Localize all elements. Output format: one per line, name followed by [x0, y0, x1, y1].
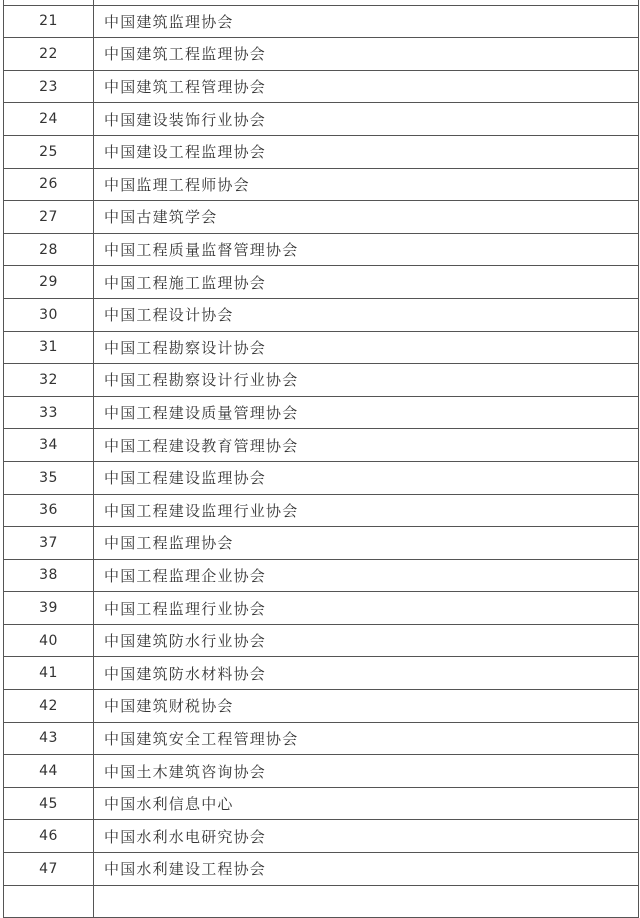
table-row	[4, 169, 638, 202]
organization-name: 中国水利建设工程协会	[104, 860, 267, 879]
table-row	[4, 103, 638, 136]
table-row	[4, 527, 638, 560]
row-number: 39	[4, 592, 94, 624]
organization-name: 中国建设装饰行业协会	[104, 110, 267, 129]
row-number: 24	[4, 103, 94, 135]
organization-name: 中国建筑防水材料协会	[104, 664, 267, 683]
organization-name: 中国工程监理行业协会	[104, 599, 267, 618]
row-number: 23	[4, 71, 94, 103]
organization-name: 中国建筑防水行业协会	[104, 632, 267, 651]
table-row	[4, 723, 638, 756]
row-number: 34	[4, 429, 94, 461]
organization-name	[94, 0, 638, 5]
table-row	[4, 788, 638, 821]
table-row	[4, 266, 638, 299]
table-row	[4, 71, 638, 104]
organization-name: 中国建筑财税协会	[104, 697, 234, 716]
row-number: 35	[4, 462, 94, 494]
row-number: 44	[4, 755, 94, 787]
organization-name: 中国工程设计协会	[104, 306, 234, 325]
row-number: 26	[4, 169, 94, 201]
row-number: 40	[4, 625, 94, 657]
row-number: 43	[4, 723, 94, 755]
row-number: 28	[4, 234, 94, 266]
organization-name: 中国工程建设质量管理协会	[104, 404, 299, 423]
table-row	[4, 853, 638, 886]
row-number: 30	[4, 299, 94, 331]
table-row	[4, 364, 638, 397]
table-row	[4, 657, 638, 690]
organization-name: 中国工程监理企业协会	[104, 566, 267, 585]
row-number: 42	[4, 690, 94, 722]
organization-name: 中国建设工程监理协会	[104, 143, 267, 162]
table-row	[4, 886, 638, 918]
organization-name: 中国工程质量监督管理协会	[104, 241, 299, 260]
table-row	[4, 690, 638, 723]
table-row	[4, 332, 638, 365]
organization-name: 中国工程建设监理行业协会	[104, 501, 299, 520]
row-number: 36	[4, 495, 94, 527]
organization-name: 中国古建筑学会	[104, 208, 218, 227]
table-row	[4, 201, 638, 234]
organization-name: 中国工程建设教育管理协会	[104, 436, 299, 455]
table-row	[4, 755, 638, 788]
row-number: 33	[4, 397, 94, 429]
organization-name: 中国建筑监理协会	[104, 12, 234, 31]
row-number	[4, 886, 94, 918]
table-row	[4, 820, 638, 853]
row-number: 22	[4, 38, 94, 70]
organization-name: 中国工程勘察设计行业协会	[104, 371, 299, 390]
row-number: 27	[4, 201, 94, 233]
row-number	[4, 0, 94, 5]
organization-name: 中国建筑工程监理协会	[104, 45, 267, 64]
organization-name: 中国建筑工程管理协会	[104, 78, 267, 97]
table-row	[4, 495, 638, 528]
organization-name	[94, 886, 638, 918]
row-number: 25	[4, 136, 94, 168]
organization-name: 中国工程建设监理协会	[104, 469, 267, 488]
organization-name: 中国工程施工监理协会	[104, 273, 267, 292]
row-number: 38	[4, 560, 94, 592]
row-number: 31	[4, 332, 94, 364]
organization-name: 中国监理工程师协会	[104, 175, 250, 194]
organization-table	[3, 0, 639, 918]
organization-name: 中国水利水电研究协会	[104, 827, 267, 846]
table-row	[4, 429, 638, 462]
row-number: 46	[4, 820, 94, 852]
row-number: 29	[4, 266, 94, 298]
table-row	[4, 136, 638, 169]
table-row	[4, 592, 638, 625]
row-number: 32	[4, 364, 94, 396]
row-number: 45	[4, 788, 94, 820]
table-row	[4, 299, 638, 332]
table-row	[4, 234, 638, 267]
row-number: 21	[4, 6, 94, 38]
organization-name: 中国水利信息中心	[104, 795, 234, 814]
table-row	[4, 397, 638, 430]
organization-name: 中国建筑安全工程管理协会	[104, 729, 299, 748]
organization-name: 中国工程监理协会	[104, 534, 234, 553]
row-number: 47	[4, 853, 94, 885]
table-row	[4, 38, 638, 71]
row-number: 41	[4, 657, 94, 689]
organization-name: 中国工程勘察设计协会	[104, 338, 267, 357]
table-row	[4, 560, 638, 593]
organization-name: 中国土木建筑咨询协会	[104, 762, 267, 781]
table-row	[4, 625, 638, 658]
table-row	[4, 6, 638, 39]
table-row	[4, 462, 638, 495]
row-number: 37	[4, 527, 94, 559]
